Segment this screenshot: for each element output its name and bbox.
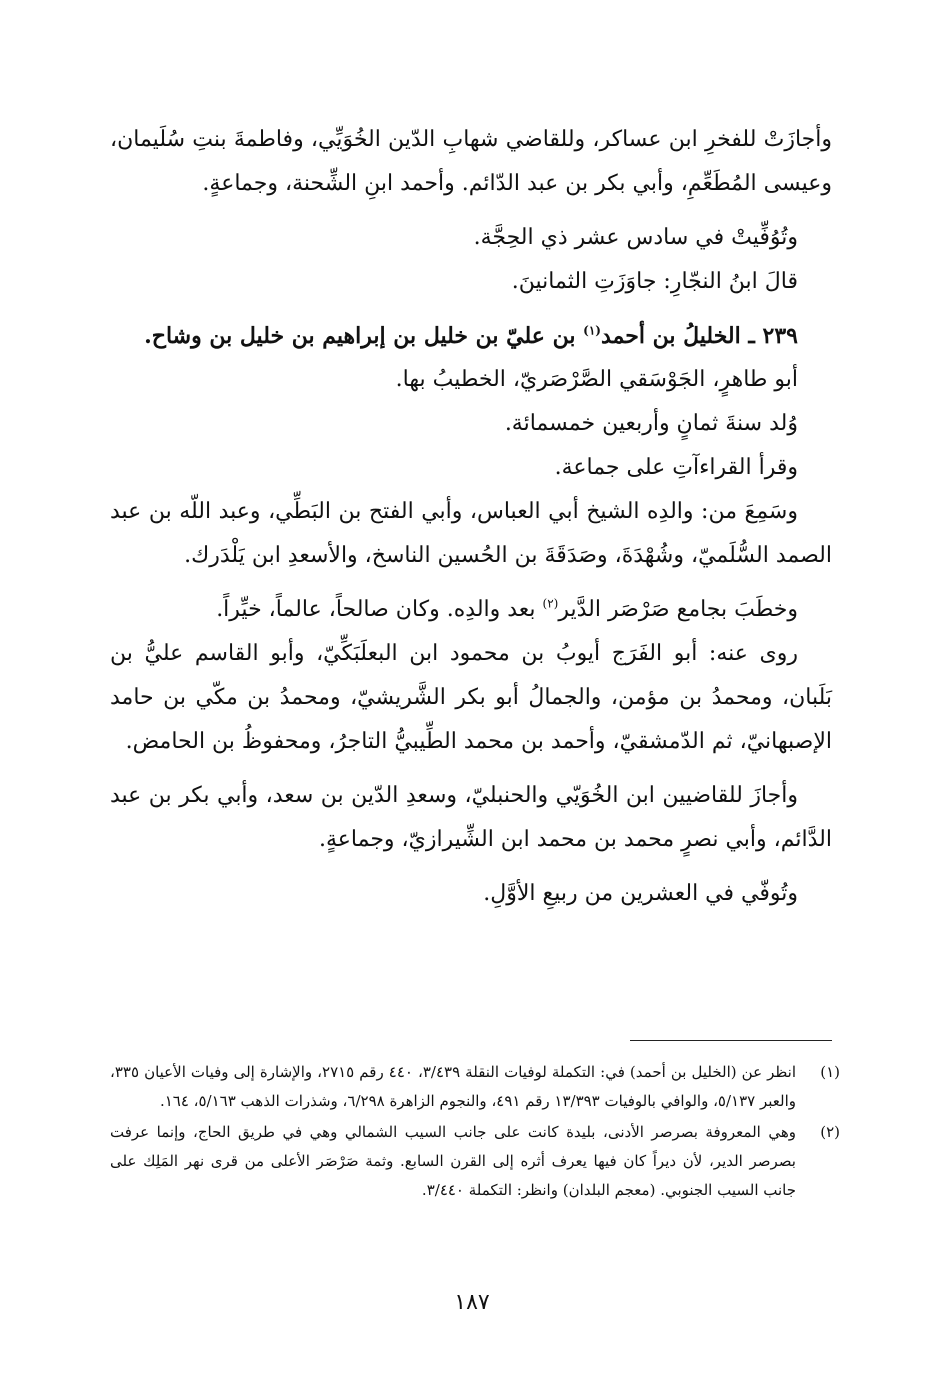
entry-heading: [110, 314, 832, 358]
footnote: [110, 1118, 840, 1205]
paragraph: [110, 588, 832, 632]
footnote-text: انظر عن (الخليل بن أحمد) في: التكملة لوفيات النقلة ٣/٤٣٩، ٤٤٠ رقم ٢٧١٥، والإشارة إلى وفيات الأعيان ٣٣٥، والعبر ٥/١٣٧، والوافي بالوفيات ١٣/٣٩٣ رقم ٤٩١، والنجوم الزاهرة ٦/٢٩٨، وشذرات الذهب ٥/١٦٣، ١٦٤.: [110, 1063, 797, 1110]
paragraph: وتُوفّي في العشرين من ربيعِ الأوَّلِ.: [483, 881, 798, 906]
footnote: [110, 1058, 840, 1116]
footnote-text: وهي المعروفة بصرصر الأدنى، بليدة كانت على جانب السيب الشمالي وهي في طريق الحاج، وإنما عرفت بصرصر الدير، لأن ديراً كان فيها يعرف أثره إلى القرن السابع. وثمة صَرْصَر الأعلى من قرى نهر المَلِك على جانب السيب الجنوبي. (معجم البلدان) وانظر: التكملة ٣/٤٤٠.: [110, 1123, 796, 1199]
paragraph: أبو طاهرٍ، الجَوْسَقي الصَّرْصَريّ، الخطيبُ بها.: [395, 367, 798, 392]
paragraph-text: بعد والدِه. وكان صالحاً، عالماً، خيِّراً.: [216, 597, 536, 622]
page-number: ١٨٧: [454, 1290, 490, 1315]
footnote-number: (٢): [820, 1123, 840, 1141]
footnote-ref: (١): [583, 323, 601, 338]
paragraph: روى عنه: أبو الفَرَج أيوبُ بن محمود ابن البعلَبَكِّيّ، وأبو القاسم عليُّ بن بَلَبان، ومحمدُ بن مؤمن، والجمالُ أبو بكر الشَّريشيّ، ومحمدُ بن مكّي بن حامد الإصبهانيّ، ثم الدّمشقيّ، وأحمد بن محمد الطِّيبيُّ التاجرُ، ومحفوظُ بن الحامض.: [110, 641, 832, 754]
paragraph: وأجازَ للقاضيين ابن الخُوَيّي والحنبليّ، وسعدِ الدّين بن سعد، وأبي بكر بن عبد الدَّائم، وأبي نصرٍ محمد بن محمد ابن الشِّيرازيّ، وجماعةٍ.: [110, 783, 832, 852]
paragraph: وأجازَتْ للفخرِ ابن عساكر، وللقاضي شهابِ الدّين الخُوَيِّي، وفاطمةَ بنتِ سُلَيمان، وعيسى المُطَعِّمِ، وأبي بكر بن عبد الدّائم. وأحمد ابنِ الشِّحنة، وجماعةٍ.: [110, 127, 832, 196]
entry-number: ٢٣٩: [762, 323, 798, 349]
paragraph: وسَمِعَ من: والدِه الشيخ أبي العباس، وأبي الفتح بن البَطِّي، وعبد اللّه بن عبد الصمد السُّلَميّ، وشُهْدَةَ، وصَدَقَةَ بن الحُسين الناسخ، والأسعدِ ابن يَلْدَرك.: [110, 499, 832, 568]
main-text: [110, 118, 832, 916]
paragraph-text: وخطَبَ بجامع صَرْصَر الدَّير: [558, 597, 798, 622]
footnote-number: (١): [820, 1063, 840, 1081]
entry-name: الخليلُ بن أحمد: [600, 323, 741, 349]
entry-dash: ـ: [748, 323, 755, 349]
entry-lineage: بن عليّ بن خليل بن إبراهيم بن خليل بن وشاح.: [144, 323, 576, 349]
footnotes: [110, 1058, 840, 1207]
paragraph: وُلد سنةَ ثمانٍ وأربعين خمسمائة.: [504, 411, 798, 436]
footnote-ref: (٢): [542, 596, 559, 611]
footnote-divider: [630, 1040, 832, 1041]
paragraph: وقرأ القراءآتِ على جماعة.: [554, 455, 798, 480]
paragraph: قالَ ابنُ النجّارِ: جاوَزَتِ الثمانينَ.: [511, 269, 798, 294]
paragraph: وتُوُفِّيتْ في سادس عشر ذي الحِجَّة.: [473, 225, 798, 250]
